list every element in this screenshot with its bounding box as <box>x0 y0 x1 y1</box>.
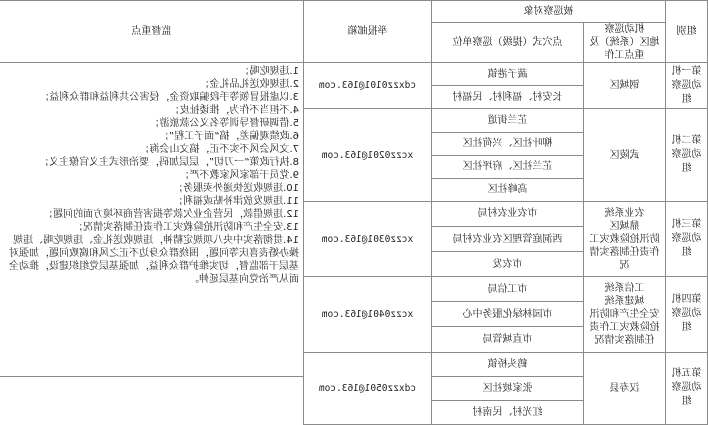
group-area: 武陵区 <box>584 109 666 201</box>
unit-cell: 鹤头桥镇 <box>432 352 584 376</box>
header-row-1 <box>0 1 708 23</box>
focus-item: 9.党员干部家风家教不严； <box>179 170 299 182</box>
header-org-area: 机动巡察 地区（系统）及重点工作 <box>584 23 666 63</box>
focus-item: 7.文风会风不实不正，搞文山会海； <box>139 144 299 156</box>
report-email[interactable]: xczz0401@163.com <box>304 277 432 352</box>
header-point-unit: 点穴式（提级）巡察单位 <box>432 23 584 63</box>
group-area: 工信系统 城建系统 安全生产和防汛抢险救灾工作责任制落实情况 <box>584 277 666 352</box>
focus-item: 10.违规收送快递外卖服务； <box>173 183 299 195</box>
focus-item: 8.执行政策“一刀切”，层层加码，要治形式主义官僚主义； <box>39 157 299 169</box>
focus-item: 11.违规发放津补贴或福利； <box>173 196 299 208</box>
group-name: 第三机动巡察组 <box>666 201 708 276</box>
unit-cell: 长安村、福利村、民福村 <box>432 86 584 109</box>
focus-cell <box>0 63 304 376</box>
unit-cell: 西洞庭管理区农业农村局 <box>432 226 584 251</box>
table-row <box>0 63 708 86</box>
focus-item: 3.以虚报冒领等手段骗取资金，侵害公共利益和群众利益； <box>39 92 299 104</box>
unit-cell: 柳叶社区、兴荷社区 <box>432 132 584 155</box>
header-objects: 被巡察对象 <box>432 1 666 23</box>
unit-cell: 市工信局 <box>432 277 584 302</box>
report-email[interactable]: xczz0201@163.com <box>304 109 432 201</box>
focus-item: 2.违规收送礼品礼金； <box>199 79 299 91</box>
focus-item: 4.不担当不作为，推诿扯皮； <box>169 105 299 117</box>
unit-cell: 蔬子港镇 <box>432 63 584 86</box>
unit-cell: 红光村、民南村 <box>432 400 584 424</box>
focus-item: 1.违规吃喝； <box>239 66 299 78</box>
report-email[interactable]: xczz0301@163.com <box>304 201 432 276</box>
group-name: 第二机动巡察组 <box>666 109 708 201</box>
header-focus: 监督重点 <box>0 1 304 63</box>
header-group: 组别 <box>666 1 708 63</box>
unit-cell: 市农业农村局 <box>432 201 584 226</box>
group-area: 汉寿县 <box>584 352 666 425</box>
group-area: 农业系统 鼎城区 防汛抢险救灾工作责任制落实情况 <box>584 201 666 276</box>
focus-item: 12.违规借款，民营企业欠款等损害营商环境方面的问题； <box>43 209 299 221</box>
unit-cell: 高峰社区 <box>432 178 584 201</box>
focus-item: 14.贯彻落实中央八项规定精神，违规收送礼金、违规吃喝、违规操办婚丧喜庆等问题，围绕群众身边不正之风和腐败问题，加强对基层干部监督，切实维护群众利益，加强基层党组织建设，推动全面从严治党向基层延伸。 <box>9 235 299 286</box>
unit-cell: 芷兰社区、府坪社区 <box>432 155 584 178</box>
report-email[interactable]: cdxzz0501@163.com <box>304 352 432 425</box>
group-name: 第一机动巡察组 <box>666 63 708 109</box>
header-email: 举报邮箱 <box>304 1 432 63</box>
group-name: 第四机动巡察组 <box>666 277 708 352</box>
unit-cell: 芷兰街道 <box>432 109 584 132</box>
unit-cell: 市农发 <box>432 252 584 277</box>
focus-item: 5.借调研督导训等名义公款旅游； <box>149 118 299 130</box>
focus-item: 13.安全生产和防汛抢险救灾工作责任制落实情况； <box>73 222 299 234</box>
report-email[interactable]: cdxzz0101@163.com <box>304 63 432 109</box>
group-name: 第五机动巡察组 <box>666 352 708 425</box>
unit-cell: 市园林绿化服务中心 <box>432 302 584 327</box>
unit-cell: 张家坡社区 <box>432 376 584 400</box>
unit-cell: 市直城管局 <box>432 327 584 352</box>
group-area: 钢城区 <box>584 63 666 109</box>
focus-item: 6.政绩观偏差，搞“面子工程”； <box>159 131 299 143</box>
